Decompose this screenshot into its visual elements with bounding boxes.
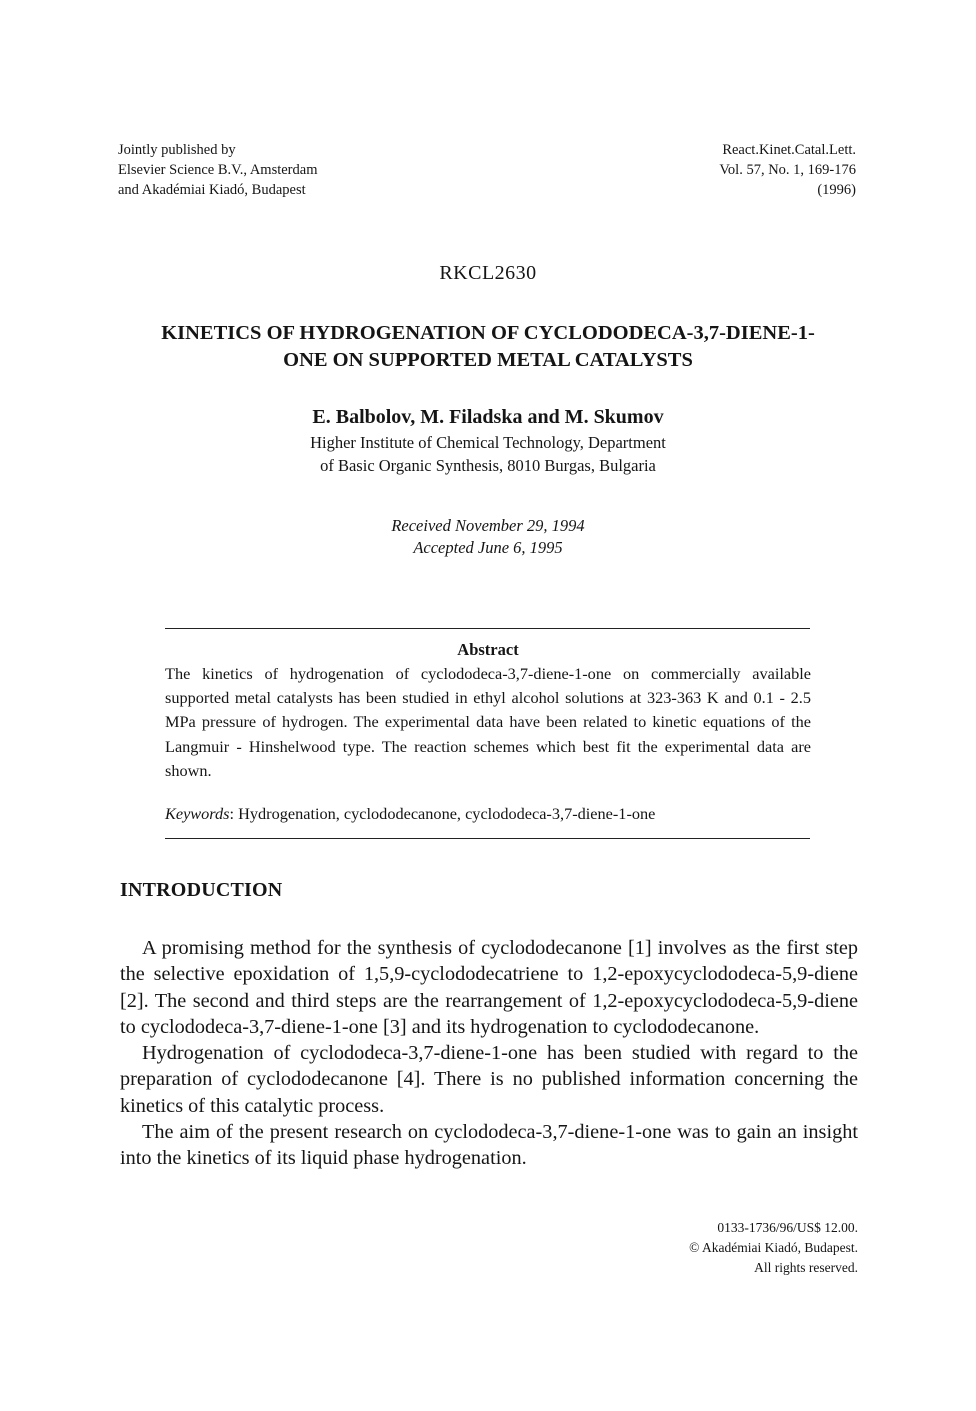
accepted-date: Accepted June 6, 1995	[413, 538, 563, 557]
affiliation-line: Higher Institute of Chemical Technology, Department	[310, 433, 666, 452]
section-heading-introduction: INTRODUCTION	[120, 879, 283, 901]
paragraph: A promising method for the synthesis of cyclododecanone [1] involves as the first step the selective epoxidation of 1,5,9-cyclododecatriene to 1,2-epoxycyclododeca-5,9-diene [2]. The second and third steps are the rearrangement of 1,2-epoxycyclododeca-5,9-diene to cyclododeca-3,7-diene-1-one [3] and its hydrogenation to cyclododecanone.	[120, 937, 858, 1038]
abstract-top-rule	[165, 628, 810, 629]
title-line: ONE ON SUPPORTED METAL CATALYSTS	[283, 349, 693, 371]
publisher-line: Elsevier Science B.V., Amsterdam	[118, 162, 318, 178]
copyright-line: © Akadémiai Kiadó, Budapest.	[689, 1240, 858, 1255]
article-code: RKCL2630	[439, 262, 537, 284]
title-line: KINETICS OF HYDROGENATION OF CYCLODODECA-3,7-DIENE-1-	[161, 322, 815, 344]
dates	[0, 515, 976, 559]
abstract-bottom-rule	[165, 838, 810, 839]
keywords	[165, 804, 811, 824]
article-title	[100, 320, 876, 374]
publisher-block	[118, 140, 317, 200]
introduction-body	[120, 935, 858, 1172]
paragraph: Hydrogenation of cyclododeca-3,7-diene-1-one has been studied with regard to the preparation of cyclododecanone [4]. There is no published information concerning the kinetics of this catalytic process.	[120, 1042, 858, 1117]
rights-line: All rights reserved.	[754, 1260, 858, 1275]
copyright-footer	[689, 1218, 858, 1278]
keywords-text: : Hydrogenation, cyclododecanone, cyclododeca-3,7-diene-1-one	[229, 804, 656, 823]
abstract-text: The kinetics of hydrogenation of cyclododeca-3,7-diene-1-one on commercially available supported metal catalysts has been studied in ethyl alcohol solutions at 323-363 K and 0.1 - 2.5 MPa pressure of hydrogen. The experimental data have been related to kinetic equations of the Langmuir - Hinshelwood type. The reaction schemes which best fit the experimental data are shown.	[165, 664, 811, 780]
journal-year: (1996)	[817, 182, 856, 198]
issn-line: 0133-1736/96/US$ 12.00.	[717, 1220, 858, 1235]
abstract-heading: Abstract	[457, 640, 519, 659]
publisher-line: and Akadémiai Kiadó, Budapest	[118, 182, 306, 198]
publisher-line: Jointly published by	[118, 142, 236, 158]
affiliation	[0, 431, 976, 477]
received-date: Received November 29, 1994	[391, 516, 585, 535]
authors: E. Balbolov, M. Filadska and M. Skumov	[312, 406, 664, 428]
paragraph: The aim of the present research on cyclododeca-3,7-diene-1-one was to gain an insight into the kinetics of its liquid phase hydrogenation.	[120, 1121, 858, 1170]
journal-name: React.Kinet.Catal.Lett.	[722, 142, 856, 158]
journal-volume: Vol. 57, No. 1, 169-176	[719, 162, 856, 178]
affiliation-line: of Basic Organic Synthesis, 8010 Burgas, Bulgaria	[320, 456, 656, 475]
keywords-label: Keywords	[165, 804, 230, 823]
journal-citation	[719, 140, 856, 200]
abstract-body	[165, 662, 811, 783]
